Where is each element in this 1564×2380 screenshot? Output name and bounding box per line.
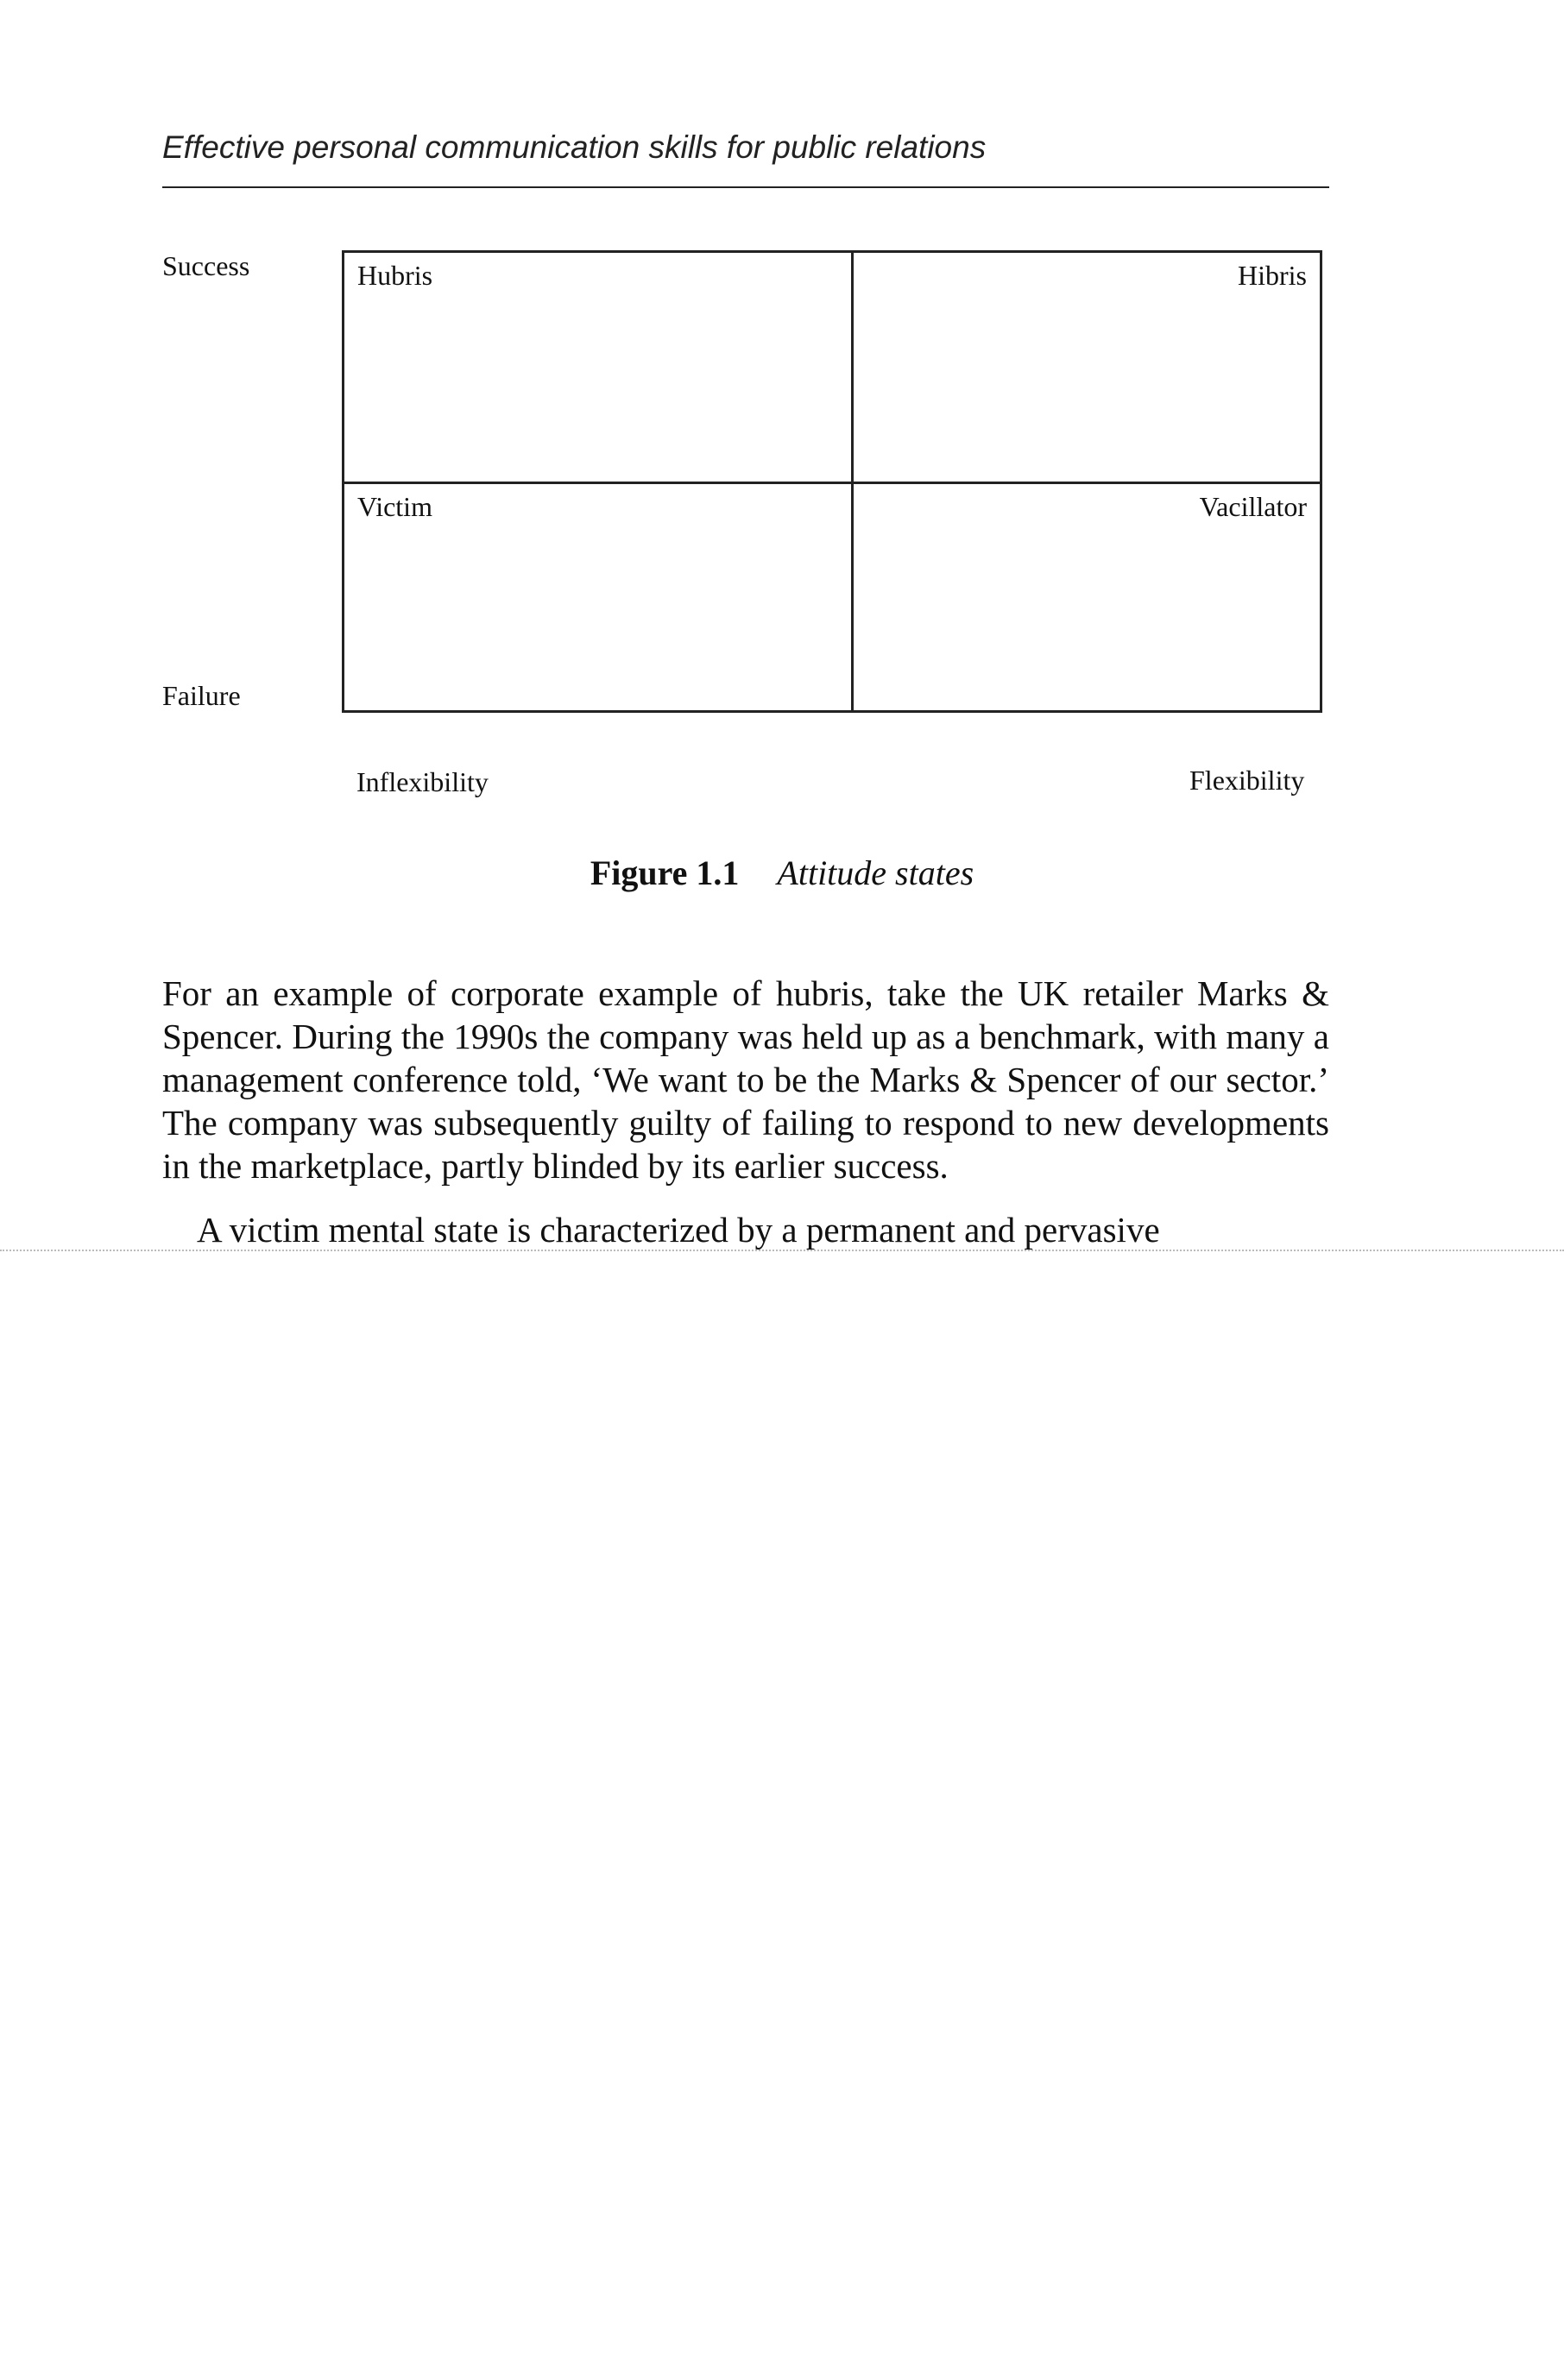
y-axis-top-label: Success xyxy=(162,250,250,281)
paragraph-hubris-example: For an example of corporate example of hubris, take the UK retailer Marks & Spencer. During the 1990s the company was held up as a benchmark, with many a management conference told, ‘We want to be the Marks & Spencer of our sector.’ The company was subsequently guilty of failing to respond to new developments in the marketplace, partly blinded by its earlier success. xyxy=(162,973,1329,1186)
header-rule xyxy=(162,186,1329,188)
matrix-horizontal-divider xyxy=(344,482,1320,484)
quadrant-victim: Victim xyxy=(357,491,432,522)
x-axis-right-label: Flexibility xyxy=(1189,765,1305,796)
truncated-line-text: A victim mental state is characterized by a permanent and pervasive xyxy=(197,1210,1160,1250)
figure-title: Attitude states xyxy=(777,853,974,892)
figure-number: Figure 1.1 xyxy=(590,853,740,892)
figure-caption xyxy=(0,853,1564,893)
x-axis-left-label: Inflexibility xyxy=(356,766,489,797)
attitude-matrix xyxy=(342,250,1322,713)
quadrant-hibris: Hibris xyxy=(1238,260,1307,291)
body-text xyxy=(162,972,1329,1187)
truncated-text-line xyxy=(162,1210,1329,1251)
running-head: Effective personal communication skills for public relations xyxy=(162,129,987,165)
scan-artifact-line xyxy=(0,1250,1564,1251)
y-axis-bottom-label: Failure xyxy=(162,680,241,711)
quadrant-hubris: Hubris xyxy=(357,260,433,291)
quadrant-vacillator: Vacillator xyxy=(1199,491,1307,522)
